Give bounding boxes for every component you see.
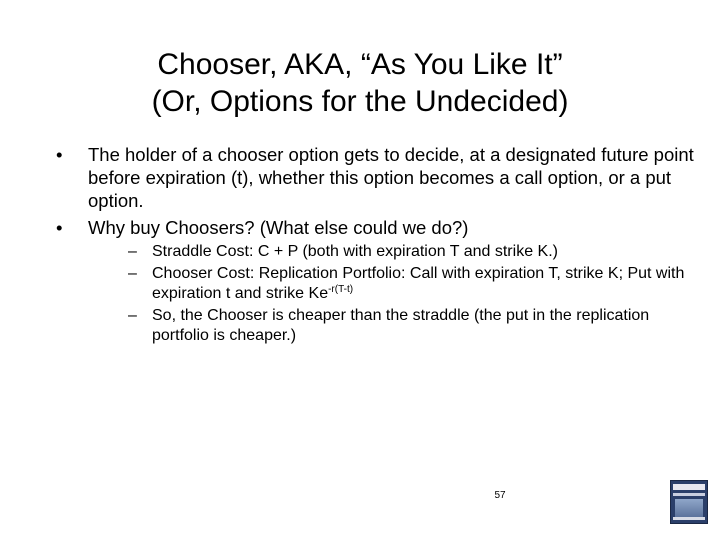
sub-bullet-chooser-cost [120, 264, 696, 304]
sub-bullet-straddle-cost [120, 242, 696, 262]
bullet-marker: • [56, 217, 63, 238]
cover-title-band [673, 484, 705, 490]
exponent: -r(T-t) [328, 284, 354, 295]
book-cover-icon [670, 480, 708, 524]
sub-bullet-text: Straddle Cost: C + P (both with expiration T and strike K.) [152, 243, 558, 260]
title-line-1: Chooser, AKA, “As You Like It” [157, 48, 563, 81]
bullet-why-buy [56, 216, 696, 346]
sub-bullet-conclusion [120, 306, 696, 346]
slide-title [0, 46, 720, 120]
page-number: 57 [494, 490, 506, 501]
title-line-2: (Or, Options for the Undecided) [151, 85, 569, 118]
sub-bullet-text: Chooser Cost: Replication Portfolio: Call with expiration T, strike K; Put with expiration t and strike Ke [152, 265, 685, 302]
sub-bullet-list [88, 242, 696, 346]
cover-subtitle-band [673, 493, 705, 496]
cover-footer-band [673, 517, 705, 520]
bullet-text: The holder of a chooser option gets to decide, at a designated future point before expiration (t), whether this option becomes a call option, or a put option. [88, 144, 694, 211]
bullet-marker: • [56, 144, 63, 165]
slide-body [56, 143, 696, 350]
dash-marker: – [128, 307, 137, 324]
dash-marker: – [128, 265, 137, 282]
cover-image [675, 499, 703, 517]
bullet-text: Why buy Choosers? (What else could we do?) [88, 217, 469, 238]
dash-marker: – [128, 243, 137, 260]
sub-bullet-text: So, the Chooser is cheaper than the straddle (the put in the replication portfolio is cheaper.) [152, 307, 650, 344]
bullet-chooser-definition [56, 143, 696, 212]
